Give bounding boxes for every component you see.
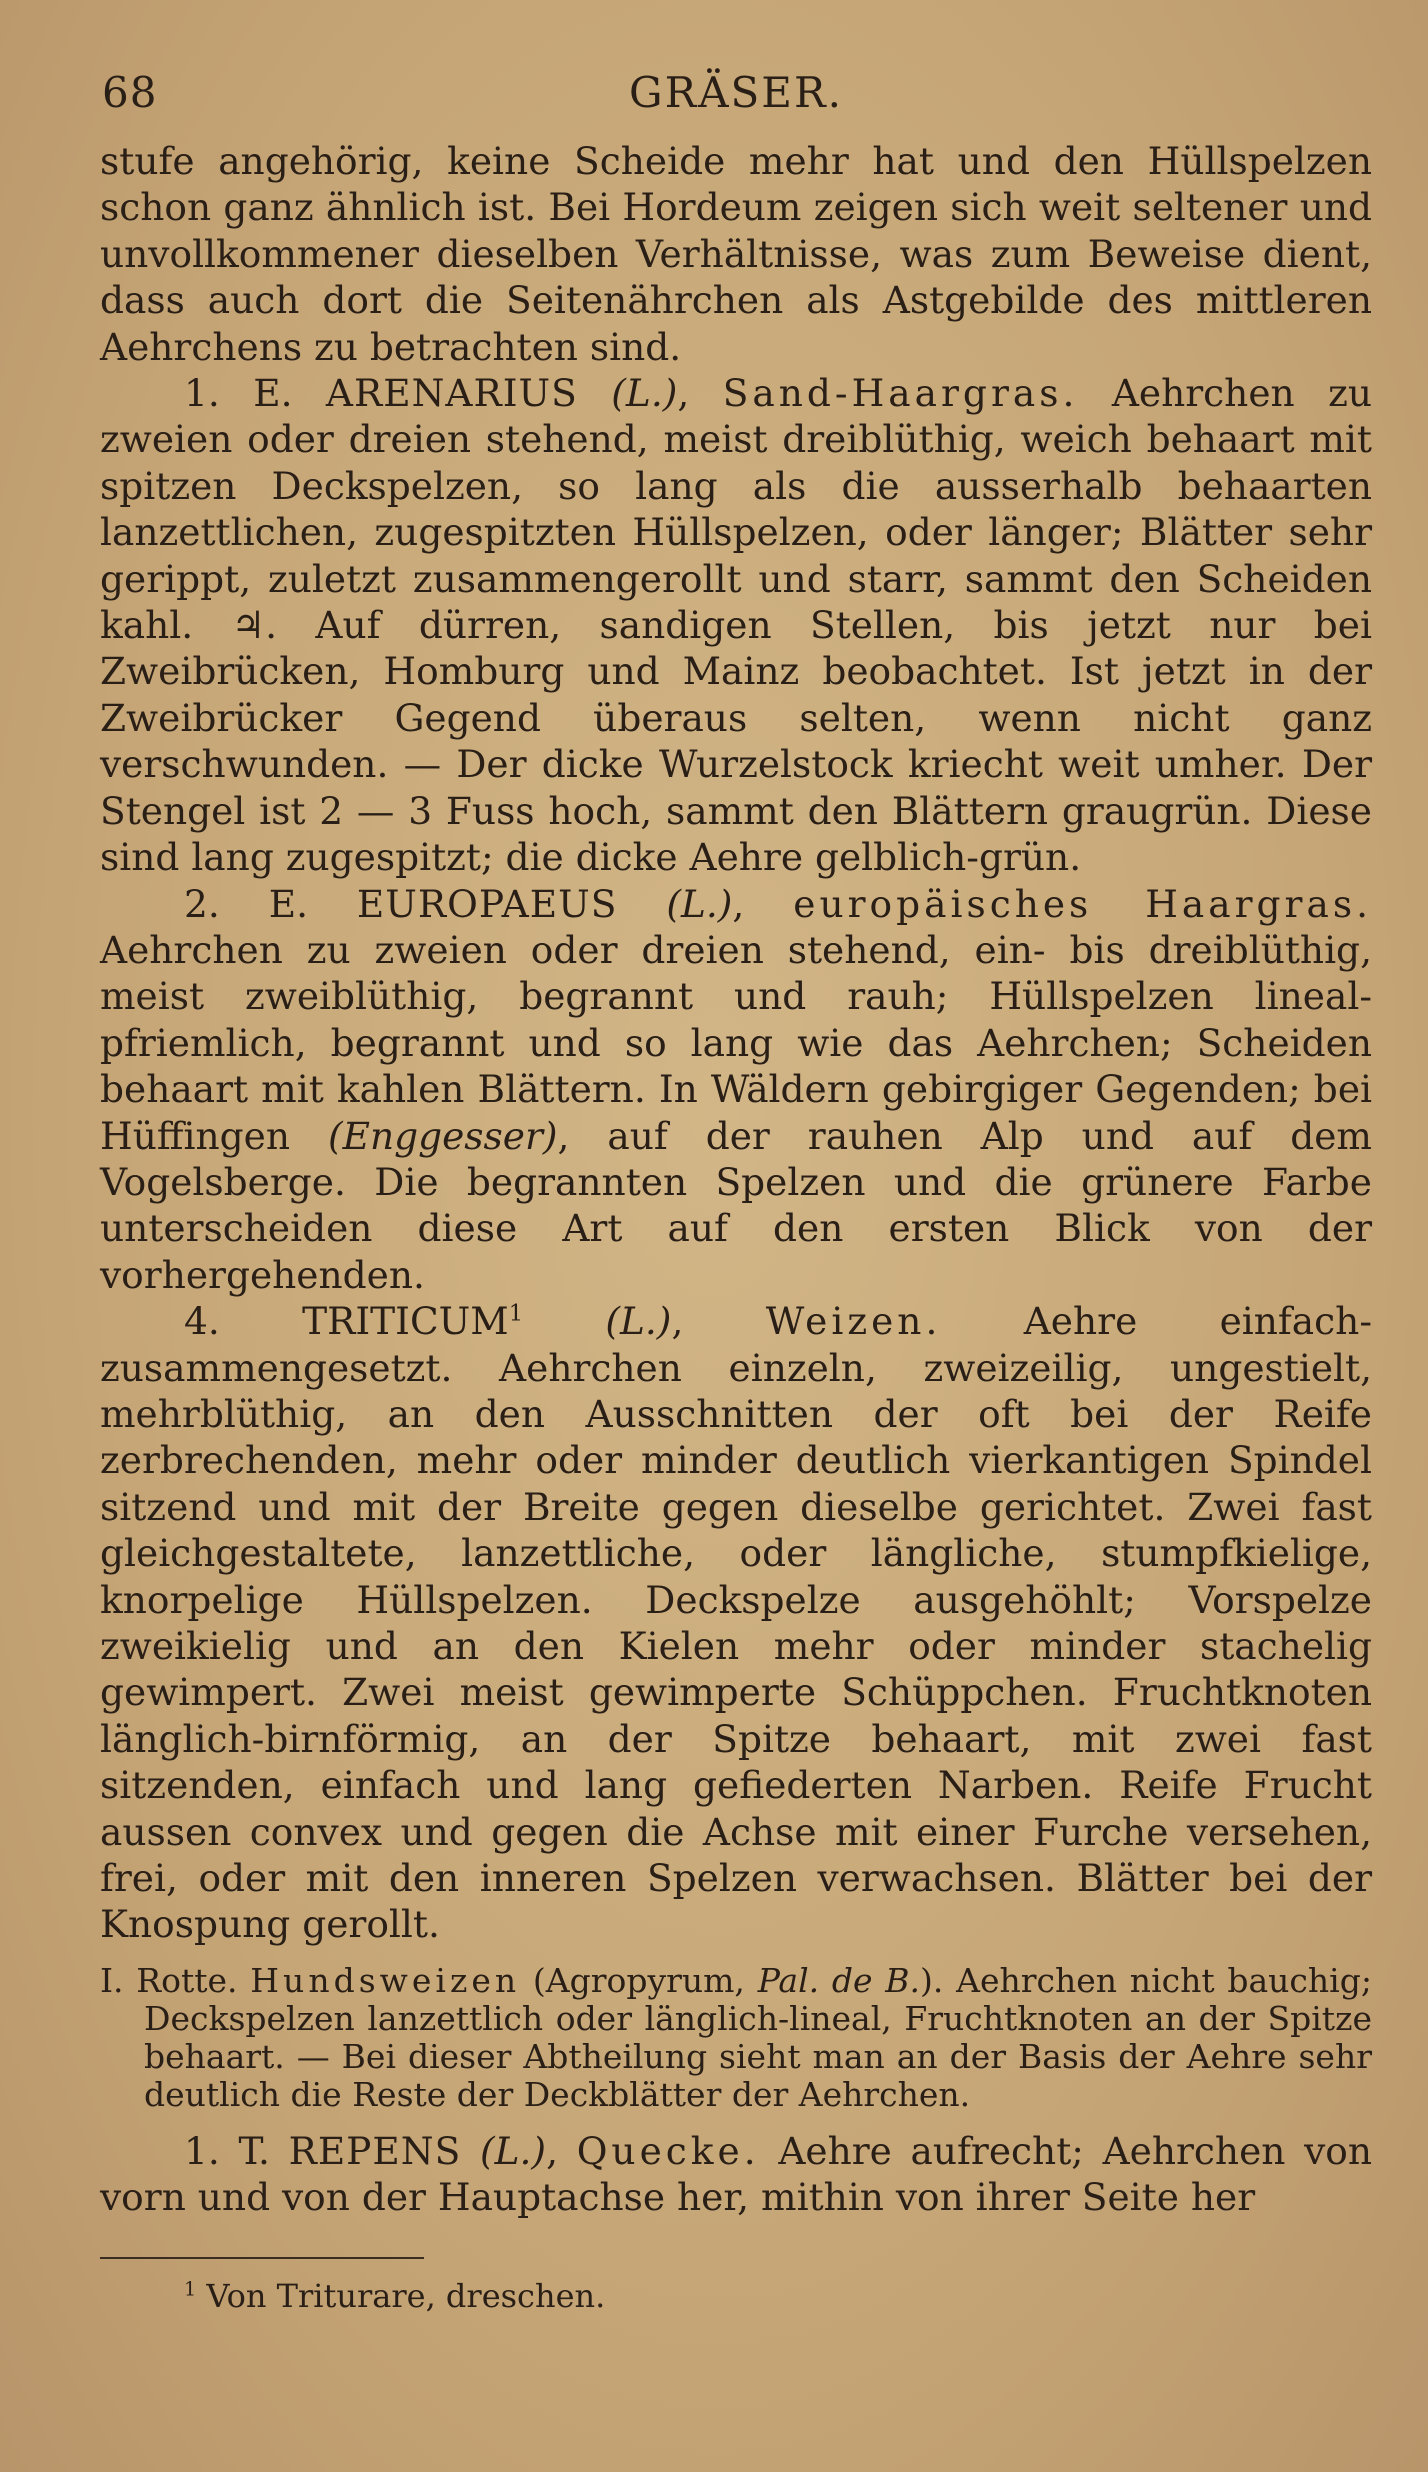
species-authority: (L.): [479, 2128, 547, 2173]
note-synonym-authority: Pal. de B.: [757, 1960, 921, 2000]
note-label: I. Rotte.: [100, 1960, 238, 2000]
genus-authority: (L.): [605, 1299, 672, 1344]
footnote-divider: [100, 2257, 424, 2259]
book-page: [100, 68, 1372, 2315]
footnote-text: Von Triturare, dreschen.: [206, 2276, 606, 2315]
note-common-name: Hundsweizen: [250, 1960, 521, 2000]
page-number: 68: [102, 68, 158, 117]
species-description: Aehrchen zu zweien oder dreien stehend, meist dreiblüthig, weich behaart mit spitzen Deckspelzen, so lang als die ausserhalb behaarten lanzettlichen, zugespitzten Hüllspelzen, oder länger; Blätter sehr gerippt, zuletzt zusammengerollt und starr, sammt den Scheiden kahl. ♃. Auf dürren, sandigen Stellen, bis jetzt nur bei Zweibrücken, Homburg und Mainz beobachtet. Ist jetzt in der Zweibrücker Gegend überaus selten, wenn nicht ganz verschwunden. — Der dicke Wurzelstock kriecht weit umher. Der Stengel ist 2 — 3 Fuss hoch, sammt den Blättern graugrün. Diese sind lang zugespitzt; die dicke Aehre gelblich-grün.: [100, 371, 1372, 880]
species-number: 1. T.: [184, 2128, 270, 2173]
footnote-mark: 1: [184, 2277, 197, 2300]
species-description-cont: , auf der rauhen Alp und auf dem Vogelsberge. Die begrannten Spelzen und die grünere Farbe unterscheiden diese Art auf den ersten Blick von der vorhergehenden.: [100, 1113, 1372, 1297]
collector-name: (Enggesser): [327, 1113, 558, 1158]
footnote-ref: 1: [508, 1300, 524, 1327]
footnote: [100, 2277, 1372, 2315]
common-name: europäisches Haargras.: [793, 881, 1373, 926]
species-name: EUROPAEUS: [356, 881, 618, 926]
note-synonym-close: ).: [920, 1960, 944, 2000]
genus-title: 4. TRITICUM: [184, 1299, 509, 1344]
section-note: [100, 1962, 1372, 2114]
common-name: Weizen.: [765, 1299, 942, 1344]
species-name: ARENARIUS: [325, 371, 578, 416]
note-body: Aehrchen nicht bauchig; Deckspelzen lanzettlich oder länglich-lineal, Fruchtknoten an der Spitze behaart. — Bei dieser Abtheilung sieht man an der Basis der Aehre sehr deutlich die Reste der Deckblätter der Aehrchen.: [144, 1960, 1372, 2114]
note-synonym: (Agropyrum,: [532, 1960, 745, 2000]
running-title: GRÄSER.: [629, 68, 843, 117]
page-header: [100, 68, 1372, 138]
common-name: Sand-Haargras.: [722, 371, 1079, 416]
body-text: [100, 138, 1372, 2221]
paragraph-continuation: stufe angehörig, keine Scheide mehr hat und den Hüllspelzen schon ganz ähnlich ist. Bei Hordeum zeigen sich weit seltener und unvollkommener dieselben Verhältnisse, was zum Beweise dient, dass auch dort die Seitenährchen als Astgebilde des mittleren Aehrchens zu betrachten sind.: [100, 139, 1372, 369]
species-number: 2. E.: [184, 881, 308, 926]
species-europaeus: 2. E. EUROPAEUS (L.), europäisches Haargras. Aehrchen zu zweien oder dreien stehend, ein- bis dreiblüthig, meist zweiblüthig, begrannt und rauh; Hüllspelzen lineal-pfriemlich, begrannt und so lang wie das Aehrchen; Scheiden behaart mit kahlen Blättern. In Wäldern gebirgiger Gegenden; bei Hüffingen (Enggesser), auf der rauhen Alp und auf dem Vogelsberge. Die begrannten Spelzen und die grünere Farbe unterscheiden diese Art auf den ersten Blick von der vorhergehenden.: [100, 881, 1373, 1297]
species-authority: (L.): [666, 881, 733, 926]
genus-description: Aehre einfach-zusammengesetzt. Aehrchen einzeln, zweizeilig, ungestielt, mehrblüthig, an den Ausschnitten der oft bei der Reife zerbrechenden, mehr oder minder deutlich vierkantigen Spindel sitzend und mit der Breite gegen dieselbe gerichtet. Zwei fast gleichgestaltete, lanzettliche, oder längliche, stumpfkielige, knorpelige Hüllspelzen. Deckspelze ausgehöhlt; Vorspelze zweikielig und an den Kielen mehr oder minder stachelig gewimpert. Zwei meist gewimperte Schüppchen. Fruchtknoten länglich-birnförmig, an der Spitze behaart, mit zwei fast sitzenden, einfach und lang gefiederten Narben. Reife Frucht aussen convex und gegen die Achse mit einer Furche versehen, frei, oder mit den inneren Spelzen verwachsen. Blätter bei der Knospung gerollt.: [100, 1299, 1372, 1947]
species-name: REPENS: [288, 2128, 462, 2173]
species-authority: (L.): [611, 371, 678, 416]
common-name: Quecke.: [576, 2128, 760, 2173]
species-description: Aehre aufrecht; Aehrchen von vorn und von der Hauptachse her, mithin von ihrer Seite her: [100, 2128, 1373, 2220]
species-arenarius: 1. E. ARENARIUS (L.), Sand-Haargras. Aehrchen zu zweien oder dreien stehend, meist dreiblüthig, weich behaart mit spitzen Deckspelzen, so lang als die ausserhalb behaarten lanzettlichen, zugespitzten Hüllspelzen, oder länger; Blätter sehr gerippt, zuletzt zusammengerollt und starr, sammt den Scheiden kahl. ♃. Auf dürren, sandigen Stellen, bis jetzt nur bei Zweibrücken, Homburg und Mainz beobachtet. Ist jetzt in der Zweibrücker Gegend überaus selten, wenn nicht ganz verschwunden. — Der dicke Wurzelstock kriecht weit umher. Der Stengel ist 2 — 3 Fuss hoch, sammt den Blättern graugrün. Diese sind lang zugespitzt; die dicke Aehre gelblich-grün.: [100, 371, 1372, 880]
species-description: Aehrchen zu zweien oder dreien stehend, ein- bis dreiblüthig, meist zweiblüthig, begrannt und rauh; Hüllspelzen lineal-pfriemlich, begrannt und so lang wie das Aehrchen; Scheiden behaart mit kahlen Blättern. In Wäldern gebirgiger Gegenden; bei Hüffingen: [100, 927, 1372, 1158]
genus-triticum: 4. TRITICUM$^1$ (L.), Weizen. Aehre einfach-zusammengesetzt. Aehrchen einzeln, zweizeilig, ungestielt, mehrblüthig, an den Ausschnitten der oft bei der Reife zerbrechenden, mehr oder minder deutlich vierkantigen Spindel sitzend und mit der Breite gegen dieselbe gerichtet. Zwei fast gleichgestaltete, lanzettliche, oder längliche, stumpfkielige, knorpelige Hüllspelzen. Deckspelze ausgehöhlt; Vorspelze zweikielig und an den Kielen mehr oder minder stachelig gewimpert. Zwei meist gewimperte Schüppchen. Fruchtknoten länglich-birnförmig, an der Spitze behaart, mit zwei fast sitzenden, einfach und lang gefiederten Narben. Reife Frucht aussen convex und gegen die Achse mit einer Furche versehen, frei, oder mit den inneren Spelzen verwachsen. Blätter bei der Knospung gerollt.: [100, 1299, 1372, 1947]
species-number: 1. E.: [184, 371, 293, 416]
species-repens: 1. T. REPENS (L.), Quecke. Aehre aufrecht; Aehrchen von vorn und von der Hauptachse her, mithin von ihrer Seite her: [100, 2128, 1373, 2220]
